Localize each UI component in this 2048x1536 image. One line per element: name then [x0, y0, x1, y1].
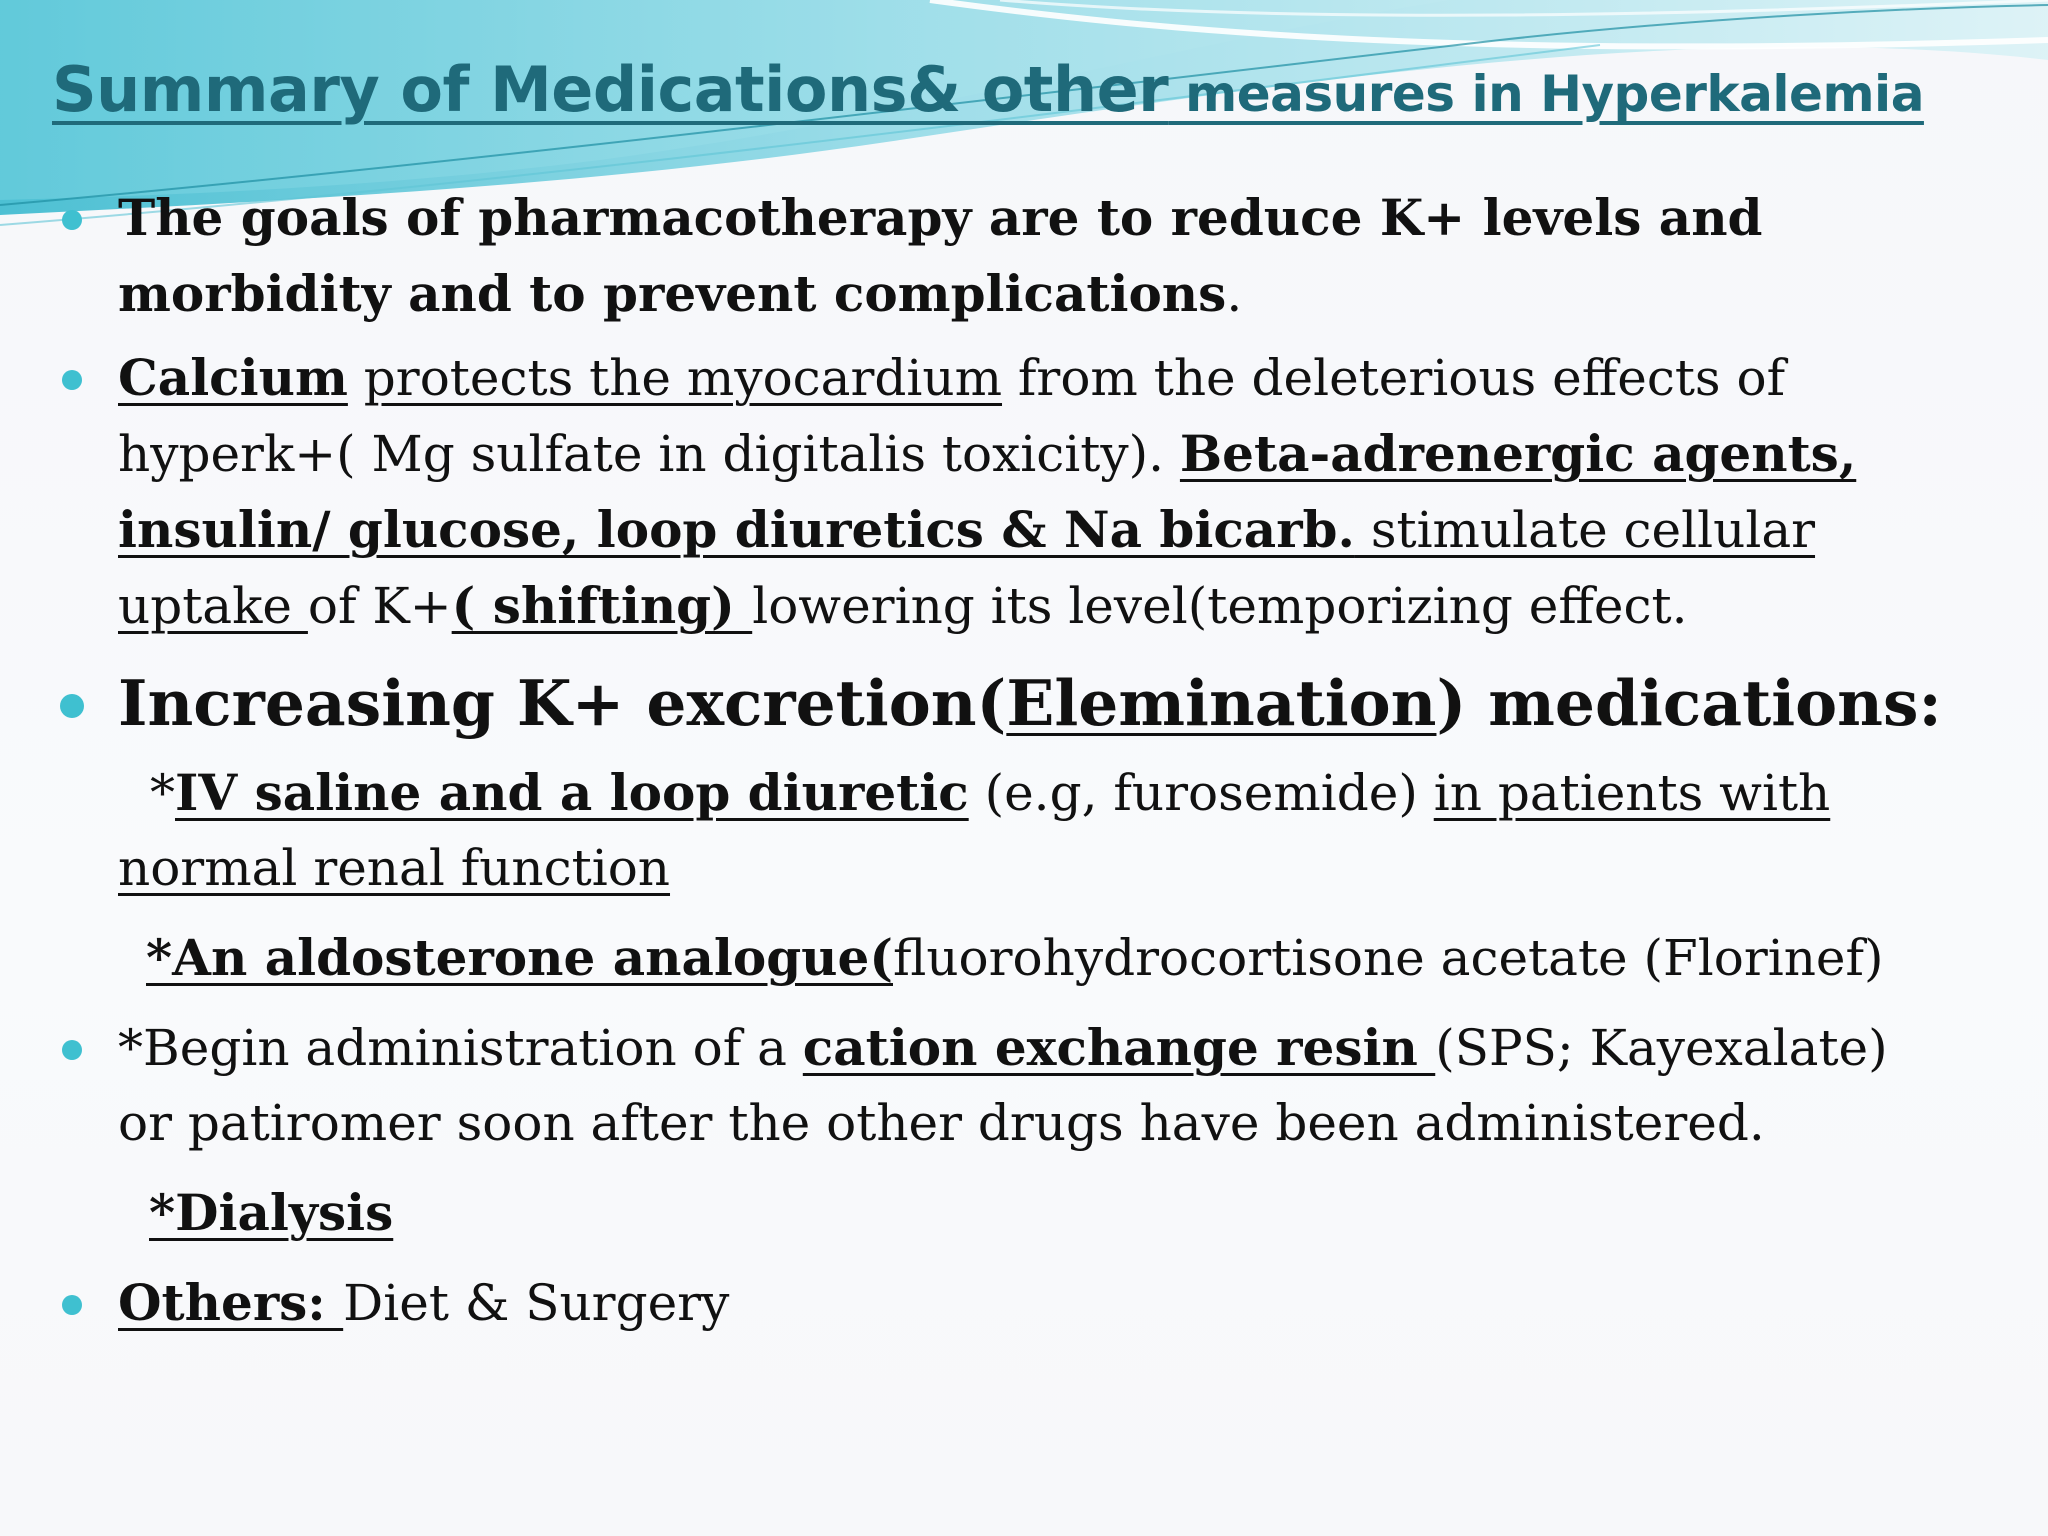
resin-pre: *Begin administration of a [118, 1019, 803, 1077]
iv-saline: IV saline and a loop diuretic [175, 763, 969, 822]
goals-period: . [1226, 265, 1243, 323]
calcium-protects: protects the myocardium [363, 349, 1003, 407]
bullet-others [60, 1265, 2020, 1341]
goals-line2: morbidity and to prevent complications [118, 264, 1227, 323]
calcium-rest: from the deleterious effects of [1002, 349, 1786, 407]
bullet-calcium [60, 340, 2020, 644]
calcium-term: Calcium [118, 348, 348, 407]
cation-exchange-resin: cation exchange resin [802, 1018, 1436, 1077]
title-part-large: Summary of Medications& other [52, 53, 1169, 126]
iv-star: * [150, 764, 175, 822]
iv-normal-renal: normal renal function [118, 839, 671, 897]
aldo-rest: fluorohydrocortisone acetate (Florinef) [893, 929, 1884, 987]
aldo-label: *An aldosterone analogue( [146, 928, 893, 987]
stimulate-cellular: stimulate cellular [1354, 501, 1816, 559]
others-rest: Diet & Surgery [343, 1274, 730, 1332]
elemination: Elemination [1006, 666, 1437, 740]
increasing-post: ) medications: [1436, 666, 1942, 740]
slide-content [60, 180, 2020, 1355]
iv-eg: (e.g, furosemide) [968, 764, 1434, 822]
increasing-pre: Increasing K+ excretion( [118, 666, 1007, 740]
beta-agents: Beta-adrenergic agents, [1179, 424, 1857, 483]
uptake: uptake [118, 577, 308, 635]
item-iv-saline [60, 755, 2020, 906]
title-part-small: measures in Hyperkalemia [1168, 65, 1924, 123]
slide-title [52, 48, 1924, 142]
dialysis: *Dialysis [149, 1183, 394, 1242]
calcium-line4: lowering its level(temporizing effect. [752, 577, 1688, 635]
others-label: Others: [118, 1273, 344, 1332]
item-aldosterone [60, 920, 2020, 996]
resin-line2: or patiromer soon after the other drugs have been administered. [118, 1094, 1765, 1152]
bullet-goals [60, 180, 2020, 332]
goals-line1: The goals of pharmacotherapy are to reduce K+ levels and [118, 188, 1763, 247]
item-dialysis [60, 1175, 2020, 1251]
calcium-line2: hyperk+( Mg sulfate in digitalis toxicity). [118, 425, 1180, 483]
bullet-resin [60, 1010, 2020, 1161]
bullet-increasing-excretion [60, 658, 2020, 749]
shifting: ( shifting) [451, 576, 753, 635]
iv-in-patients: in patients with [1433, 764, 1831, 822]
insulin-glucose: insulin/ glucose, loop diuretics & Na bicarb. [118, 500, 1355, 559]
of-k: of K+ [307, 577, 452, 635]
resin-post: (SPS; Kayexalate) [1435, 1019, 1888, 1077]
